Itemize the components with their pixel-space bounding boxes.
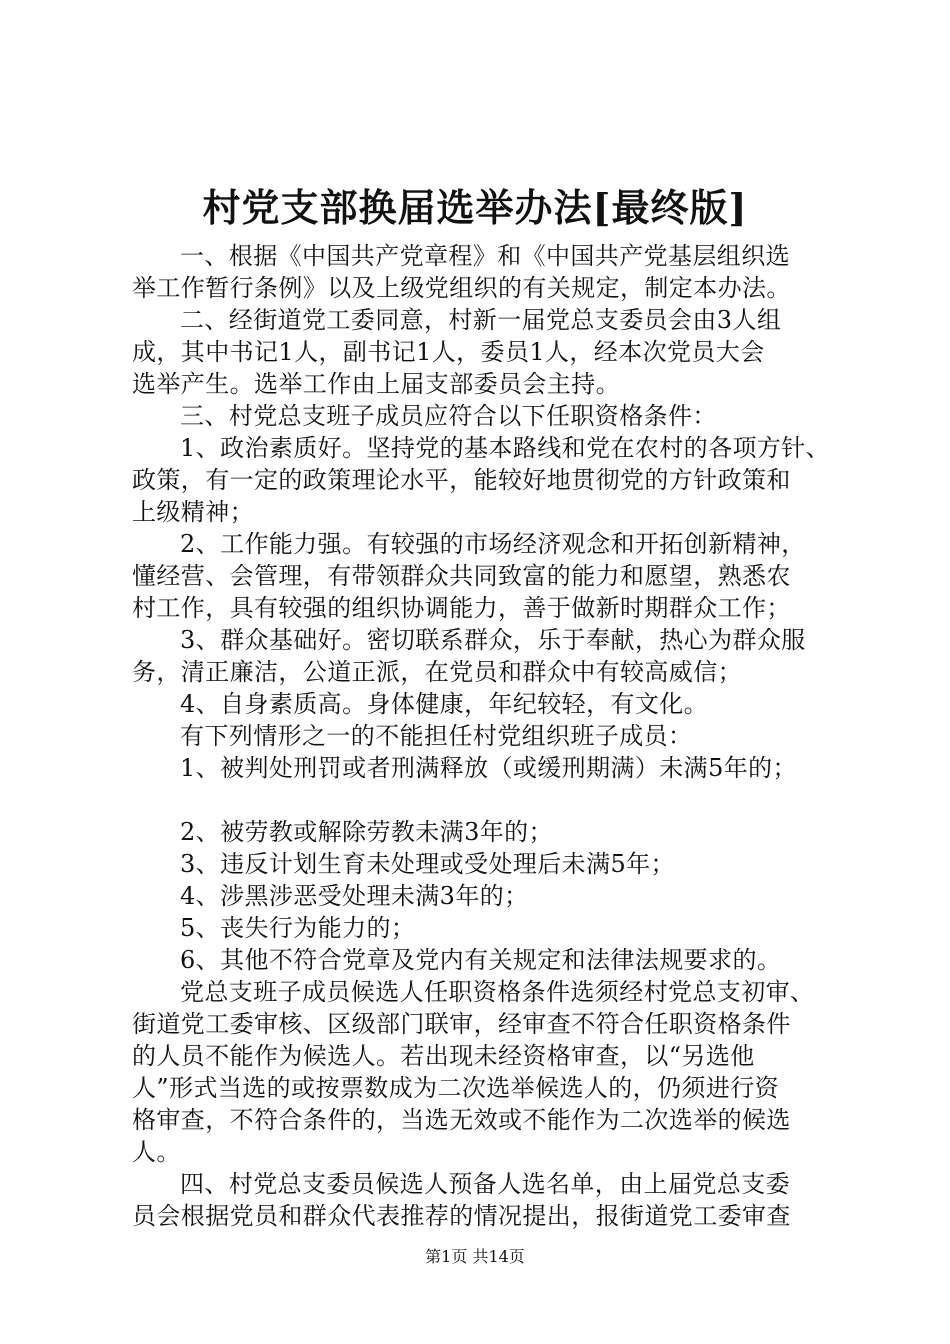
paragraph-line: 一、根据《中国共产党章程》和《中国共产党基层组织选 <box>180 242 790 270</box>
paragraph-line: 务，清正廉洁，公道正派，在党员和群众中有较高威信； <box>132 658 742 686</box>
paragraph-line: 人。 <box>132 1138 181 1166</box>
paragraph-line: 4、自身素质高。身体健康，年纪较轻，有文化。 <box>180 690 709 718</box>
paragraph-line: 有下列情形之一的不能担任村党组织班子成员： <box>180 722 693 750</box>
paragraph-line: 3、违反计划生育未处理或受处理后未满5年； <box>180 850 675 878</box>
paragraph-line: 4、涉黑涉恶受处理未满3年的； <box>180 882 529 910</box>
paragraph-line: 3、群众基础好。密切联系群众，乐于奉献，热心为群众服 <box>180 626 806 654</box>
paragraph-line: 街道党工委审核、区级部门联审，经审查不符合任职资格条件 <box>132 1010 791 1038</box>
paragraph-line: 2、被劳教或解除劳教未满3年的； <box>180 818 553 846</box>
paragraph-line: 村工作，具有较强的组织协调能力，善于做新时期群众工作； <box>132 594 791 622</box>
paragraph-line: 6、其他不符合党章及党内有关规定和法律法规要求的。 <box>180 946 782 974</box>
page-footer: 第1页 共14页 <box>425 1247 525 1266</box>
paragraph-line: 政策，有一定的政策理论水平，能较好地贯彻党的方针政策和 <box>132 466 791 494</box>
document-title: 村党支部换届选举办法[最终版] <box>202 185 748 230</box>
paragraph-line: 成，其中书记1人，副书记1人，委员1人，经本次党员大会 <box>132 338 765 366</box>
paragraph-line: 员会根据党员和群众代表推荐的情况提出，报街道党工委审查 <box>132 1202 791 1230</box>
paragraph-line: 三、村党总支班子成员应符合以下任职资格条件： <box>180 402 717 430</box>
paragraph-line: 的人员不能作为候选人。若出现未经资格审查，以“另选他 <box>132 1042 755 1070</box>
paragraph-line: 二、经街道党工委同意，村新一届党总支委员会由3人组 <box>180 306 782 334</box>
paragraph-line: 格审查，不符合条件的，当选无效或不能作为二次选举的候选 <box>132 1106 791 1134</box>
paragraph-line: 2、工作能力强。有较强的市场经济观念和开拓创新精神， <box>180 530 806 558</box>
paragraph-line: 懂经营、会管理，有带领群众共同致富的能力和愿望，熟悉农 <box>132 562 791 590</box>
paragraph-line: 举工作暂行条例》以及上级党组织的有关规定，制定本办法。 <box>132 274 791 302</box>
paragraph-line: 5、丧失行为能力的； <box>180 914 416 942</box>
blank-line <box>132 784 832 816</box>
paragraph-line: 四、村党总支委员候选人预备人选名单，由上届党总支委 <box>180 1170 790 1198</box>
paragraph-line: 1、被判处刑罚或者刑满释放（或缓刑期满）未满5年的； <box>180 754 797 782</box>
paragraph-line: 上级精神； <box>132 498 254 526</box>
paragraph-line: 党总支班子成员候选人任职资格条件选须经村党总支初审、 <box>180 978 815 1006</box>
paragraph-line: 选举产生。选举工作由上届支部委员会主持。 <box>132 370 620 398</box>
paragraph-line: 人”形式当选的或按票数成为二次选举候选人的，仍须进行资 <box>132 1074 780 1102</box>
document-body <box>132 240 832 1232</box>
paragraph-line: 1、政治素质好。坚持党的基本路线和党在农村的各项方针、 <box>180 434 831 462</box>
